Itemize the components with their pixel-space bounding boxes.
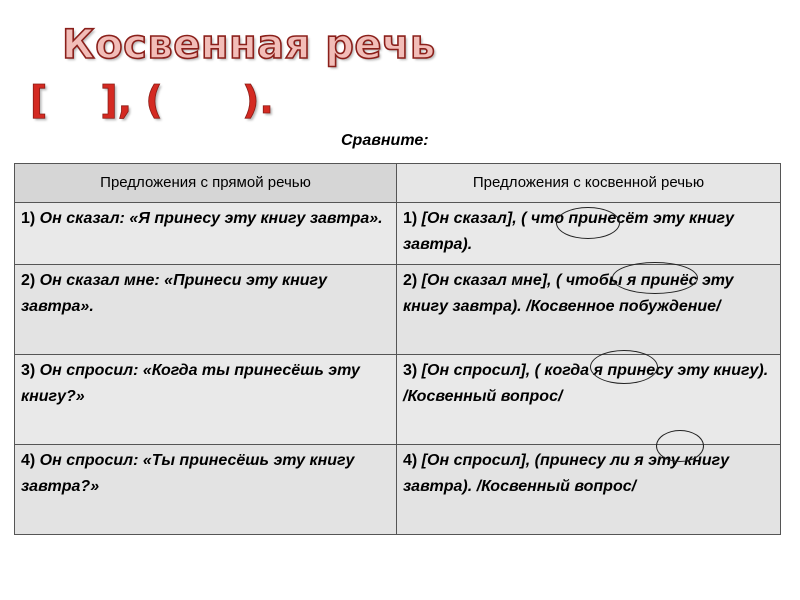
row-number: 1) xyxy=(403,210,418,227)
row-number: 4) xyxy=(403,452,418,469)
direct-sentence: Он спросил: «Ты принесёшь эту книгу завтра?» xyxy=(21,452,355,495)
slide-title: Косвенная речь xyxy=(62,22,436,68)
indirect-speech-cell xyxy=(397,445,781,535)
header-direct-speech: Предложения с прямой речью xyxy=(15,164,397,203)
indirect-sentence: [Он спросил], (принесу ли я эту книгу завтра). /Косвенный вопрос/ xyxy=(403,452,730,495)
direct-speech-cell xyxy=(15,355,397,445)
indirect-sentence: [Он сказал мне], ( чтобы я принёс эту книгу завтра). /Косвенное побуждение/ xyxy=(403,272,734,315)
particle-circle-li xyxy=(656,430,704,462)
indirect-sentence: [Он спросил], ( когда я принесу эту книгу). /Косвенный вопрос/ xyxy=(403,362,769,405)
row-number: 2) xyxy=(403,272,418,289)
row-number: 4) xyxy=(21,452,36,469)
compare-label: Сравните: xyxy=(341,132,429,149)
direct-sentence: Он спросил: «Когда ты принесёшь эту книгу?» xyxy=(21,362,360,405)
row-number: 2) xyxy=(21,272,36,289)
direct-speech-cell xyxy=(15,445,397,535)
direct-sentence: Он сказал мне: «Принеси эту книгу завтра». xyxy=(21,272,327,315)
row-number: 1) xyxy=(21,210,36,227)
row-number: 3) xyxy=(21,362,36,379)
row-number: 3) xyxy=(403,362,418,379)
indirect-speech-cell xyxy=(397,265,781,355)
direct-sentence: Он сказал: «Я принесу эту книгу завтра». xyxy=(35,210,383,227)
direct-speech-cell xyxy=(15,265,397,355)
indirect-speech-scheme: [ ], ( ). xyxy=(30,78,274,122)
conjunction-circle-chto xyxy=(556,207,620,239)
table-row xyxy=(15,355,781,445)
conjunction-circle-kogda xyxy=(590,350,658,384)
table-header-row xyxy=(15,164,781,203)
table-row xyxy=(15,203,781,265)
indirect-speech-cell xyxy=(397,355,781,445)
comparison-table xyxy=(14,163,781,535)
indirect-sentence: [Он сказал], ( что принесёт эту книгу завтра). xyxy=(403,210,734,253)
header-indirect-speech: Предложения с косвенной речью xyxy=(397,164,781,203)
direct-speech-cell xyxy=(15,203,397,265)
conjunction-circle-chtoby xyxy=(612,262,698,294)
